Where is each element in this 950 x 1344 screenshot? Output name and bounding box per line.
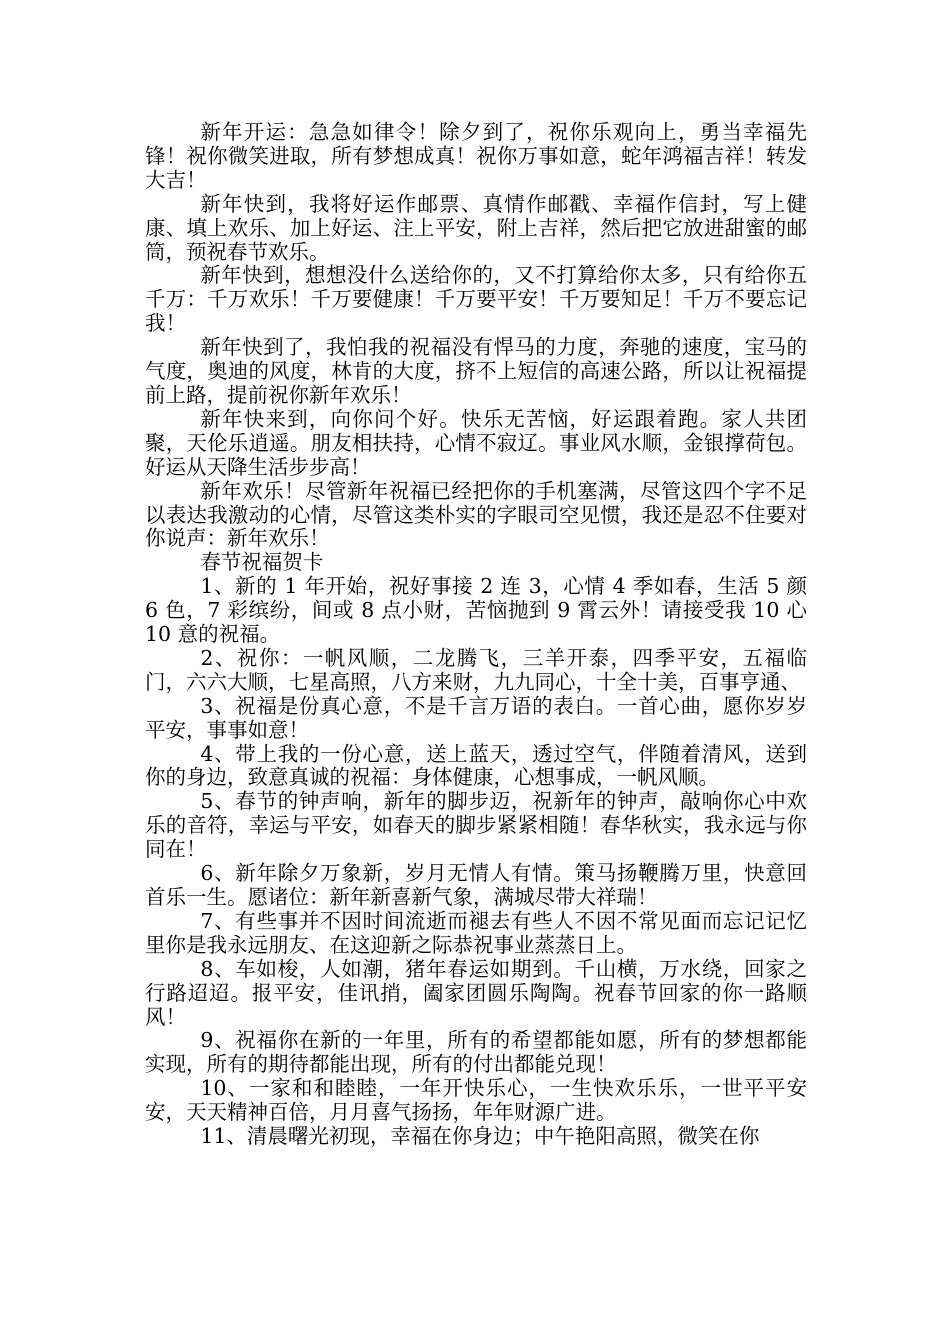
paragraph-fifty-million: 新年快到，想想没什么送给你的，又不打算给你太多，只有给你五千万：千万欢乐！千万要健康！千万要平安！千万要知足！千万不要忘记我！ [145,263,807,336]
list-item: 5、春节的钟声响，新年的脚步迈，祝新年的钟声，敲响你心中欢乐的音符，幸运与平安，如春天的脚步紧紧相随！春华秋实，我永远与你同在！ [145,789,807,862]
list-item: 1、新的 1 年开始，祝好事接 2 连 3，心情 4 季如春，生活 5 颜 6 色，7 彩缤纷，间或 8 点小财，苦恼抛到 9 霄云外！请接受我 10 心 10 意的祝福。 [145,574,807,647]
document-body [145,121,807,1149]
list-item: 2、祝你：一帆风顺，二龙腾飞，三羊开泰，四季平安，五福临门，六六大顺，七星高照，八方来财，九九同心，十全十美，百事亨通、 [145,645,807,694]
paragraph-car-wishes: 新年快到了，我怕我的祝福没有悍马的力度，奔驰的速度，宝马的气度，奥迪的风度，林肯的大度，挤不上短信的高速公路，所以让祝福提前上路，提前祝你新年欢乐！ [145,335,807,407]
section-title: 春节祝福贺卡 [200,550,324,575]
list-item: 3、祝福是份真心意，不是千言万语的表白。一首心曲，愿你岁岁平安，事事如意！ [145,693,807,742]
list-item: 4、带上我的一份心意，送上蓝天，透过空气，伴随着清风，送到你的身边，致意真诚的祝福：身体健康，心想事成，一帆风顺。 [145,741,807,790]
paragraph-new-year-luck: 新年开运：急急如律令！除夕到了，祝你乐观向上，勇当幸福先锋！祝你微笑进取，所有梦想成真！祝你万事如意，蛇年鸿福吉祥！转发大吉！ [145,120,807,192]
list-item: 6、新年除夕万象新，岁月无情人有情。策马扬鞭腾万里，快意回首乐一生。愿诸位：新年新喜新气象，满城尽带大祥瑞！ [145,861,807,909]
paragraph-greeting-rhyme: 新年快来到，向你问个好。快乐无苦恼，好运跟着跑。家人共团聚，天伦乐逍遥。朋友相扶持，心情不寂辽。事业风水顺，金银撑荷包。好运从天降生活步步高！ [145,406,807,479]
list-item: 7、有些事并不因时间流逝而褪去有些人不因不常见面而忘记记忆里你是我永远朋友、在这迎新之际恭祝事业蒸蒸日上。 [145,908,807,957]
list-item: 10、一家和和睦睦，一年开快乐心，一生快欢乐乐，一世平平安安，天天精神百倍，月月喜气扬扬，年年财源广进。 [145,1076,807,1125]
list-item: 11、清晨曙光初现，幸福在你身边；中午艳阳高照，微笑在你 [200,1124,760,1149]
paragraph-happy-new-year: 新年欢乐！尽管新年祝福已经把你的手机塞满，尽管这四个字不足以表达我激动的心情，尽管这类朴实的字眼司空见惯，我还是忍不住要对你说声：新年欢乐！ [145,478,807,551]
list-item: 9、祝福你在新的一年里，所有的希望都能如愿，所有的梦想都能实现，所有的期待都能出现，所有的付出都能兑现！ [145,1028,807,1077]
paragraph-stamp-wishes: 新年快到，我将好运作邮票、真情作邮戳、幸福作信封，写上健康、填上欢乐、加上好运、注上平安，附上吉祥，然后把它放进甜蜜的邮筒，预祝春节欢乐。 [145,191,807,264]
list-item: 8、车如梭，人如潮，猪年春运如期到。千山横，万水绕，回家之行路迢迢。报平安，佳讯捎，阖家团圆乐陶陶。祝春节回家的你一路顺风！ [145,956,807,1029]
